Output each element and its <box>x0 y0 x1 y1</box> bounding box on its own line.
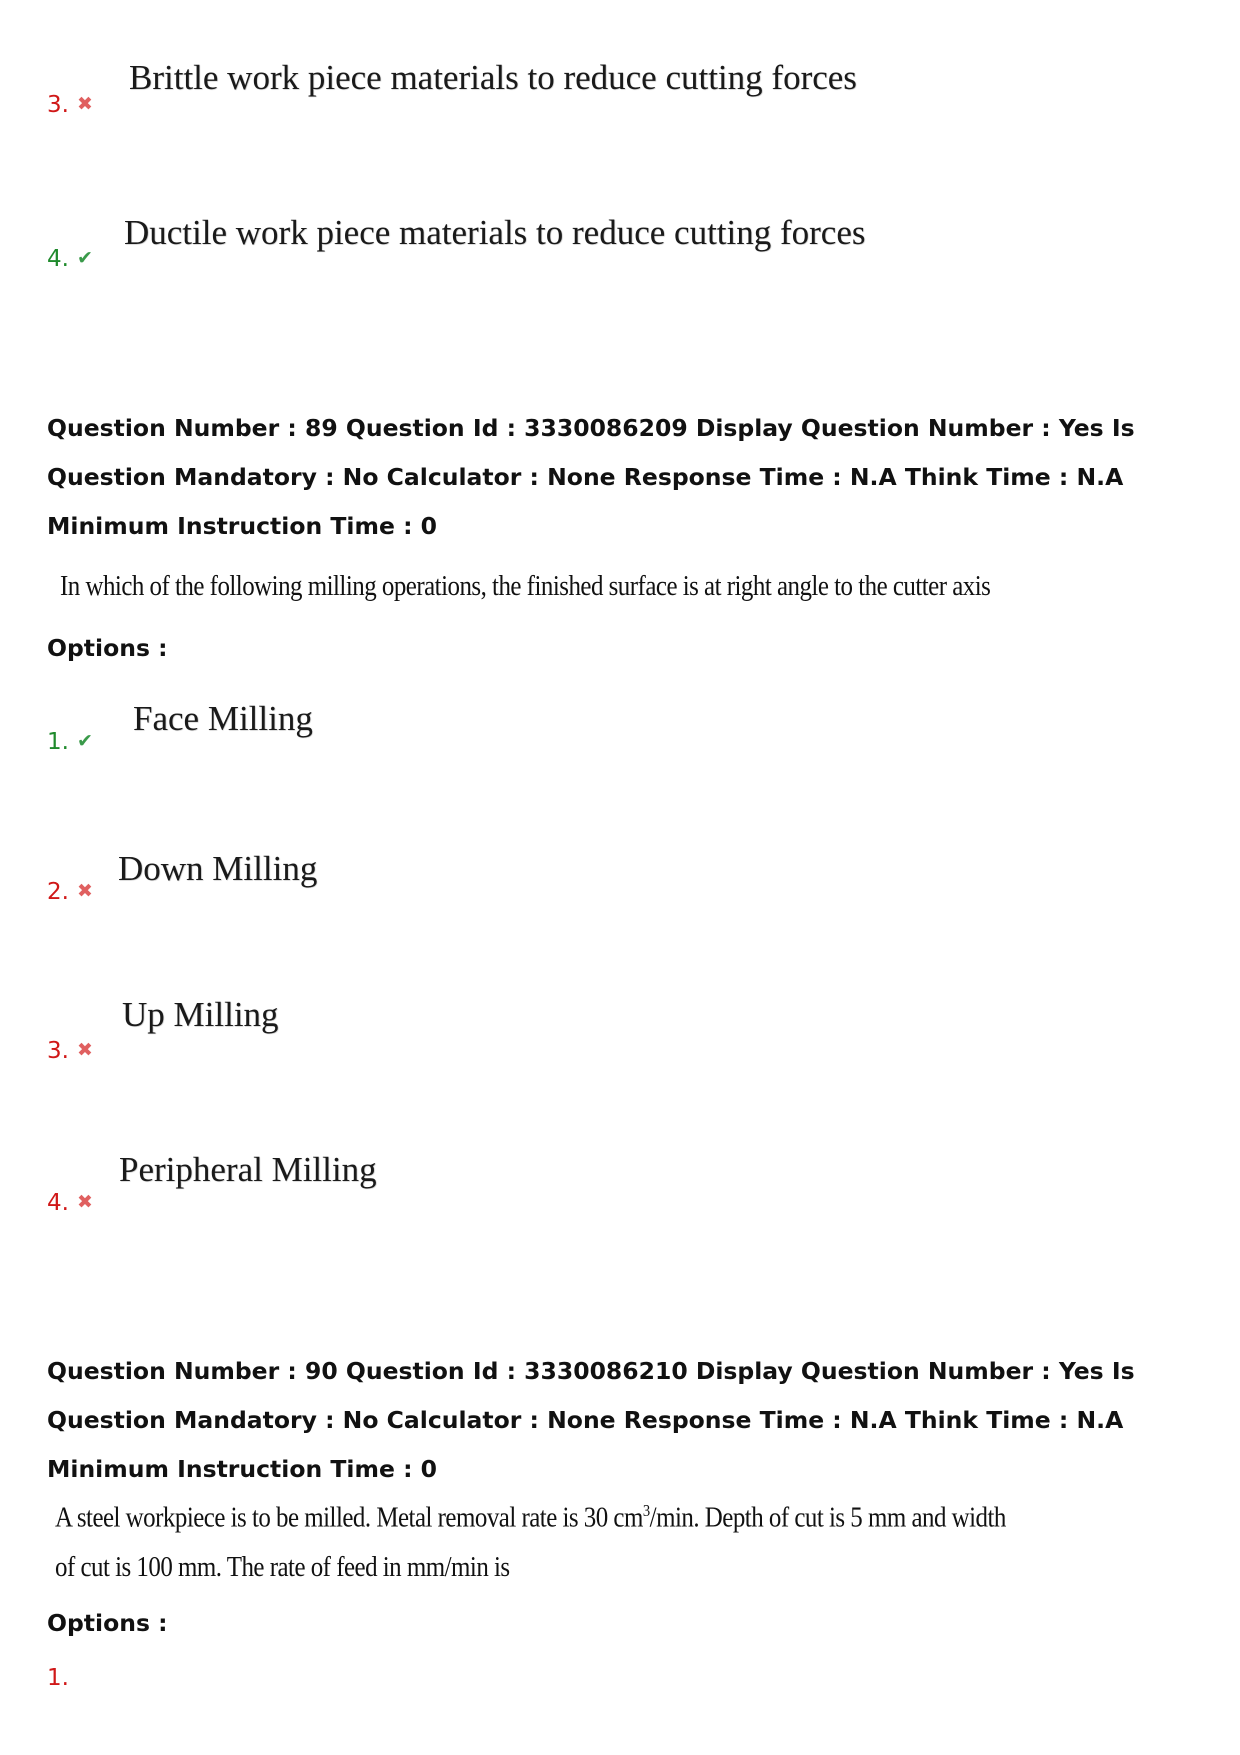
option-number <box>47 92 93 118</box>
question-90-text-line2: of cut is 100 mm. The rate of feed in mm/min is <box>55 1551 510 1583</box>
question-89-meta: Question Number : 89 Question Id : 3330086209 Display Question Number : Yes Is Question Mandatory : No Calculator : None Response Time : N.A Think Time : N.A Minimum Instruction Time : 0 <box>47 414 1135 540</box>
option-number <box>47 1665 69 1691</box>
option-number <box>47 1038 93 1064</box>
question-90-text-part: /min. Depth of cut is 5 mm and width <box>649 1501 1006 1534</box>
option-text: Brittle work piece materials to reduce cutting forces <box>129 58 857 97</box>
cross-icon: ✖ <box>76 1039 93 1061</box>
question-90-text-part: A steel workpiece is to be milled. Metal removal rate is 30 cm <box>55 1501 643 1534</box>
option-text: Peripheral Milling <box>119 1150 377 1189</box>
option-number <box>47 879 93 905</box>
superscript: 3 <box>642 1501 650 1520</box>
option-text: Face Milling <box>133 699 313 738</box>
option-number-label: 1. <box>47 729 69 755</box>
check-icon: ✔ <box>76 247 93 269</box>
option-number <box>47 729 93 755</box>
question-90-meta: Question Number : 90 Question Id : 3330086210 Display Question Number : Yes Is Question Mandatory : No Calculator : None Response Time : N.A Think Time : N.A Minimum Instruction Time : 0 <box>47 1357 1135 1483</box>
question-89-text: In which of the following milling operations, the finished surface is at right angle to the cutter axis <box>60 570 991 602</box>
option-text: Down Milling <box>118 849 318 888</box>
option-number-label: 3. <box>47 92 69 118</box>
cross-icon: ✖ <box>76 880 93 902</box>
option-number <box>47 246 93 272</box>
option-number-label: 4. <box>47 1190 69 1216</box>
option-number-label: 2. <box>47 879 69 905</box>
option-text: Up Milling <box>122 995 279 1034</box>
option-number <box>47 1190 93 1216</box>
option-text: Ductile work piece materials to reduce cutting forces <box>124 213 866 252</box>
check-icon: ✔ <box>76 730 93 752</box>
cross-icon: ✖ <box>76 1191 93 1213</box>
option-number-label: 4. <box>47 246 69 272</box>
cross-icon: ✖ <box>76 93 93 115</box>
option-number-label: 1. <box>47 1665 69 1691</box>
question-89-options-label: Options : <box>47 634 168 662</box>
question-90-options-label: Options : <box>47 1609 168 1637</box>
option-number-label: 3. <box>47 1038 69 1064</box>
question-90-text-line1 <box>55 1501 1006 1535</box>
